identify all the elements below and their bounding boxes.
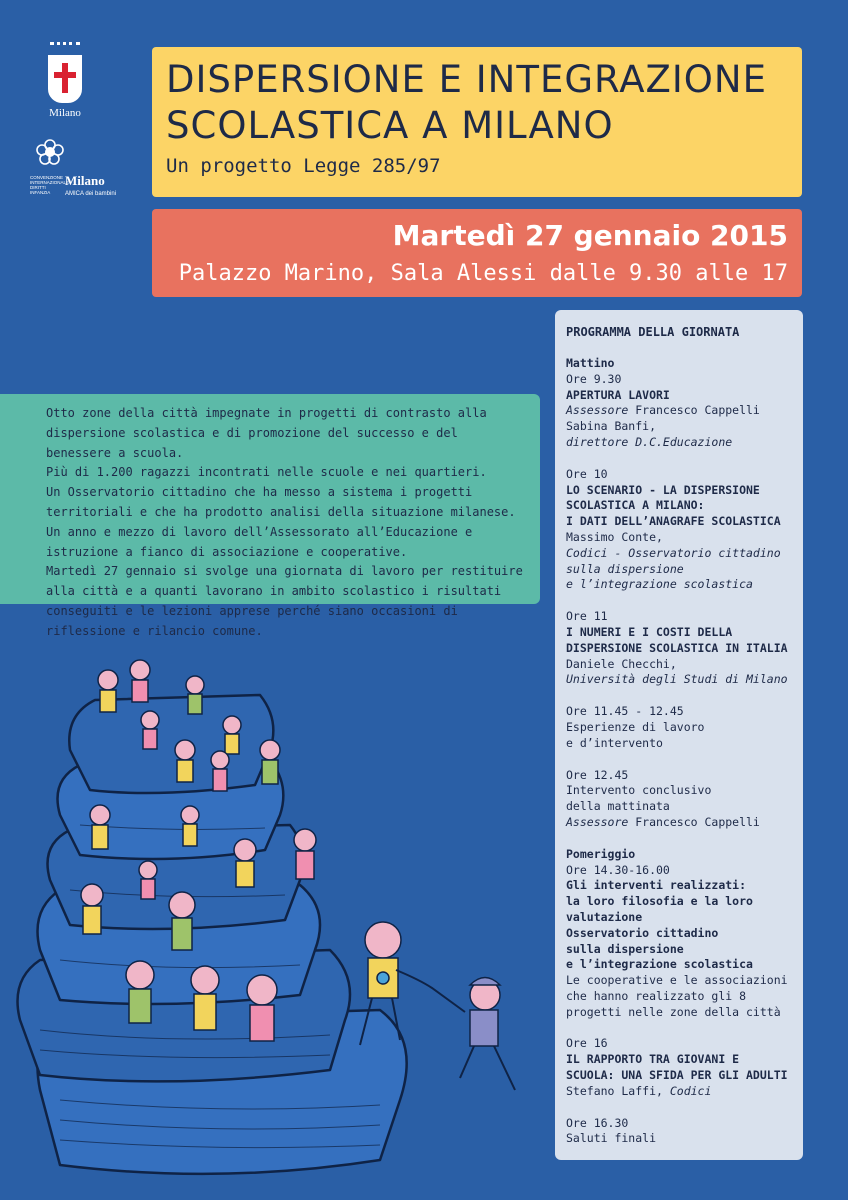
session-title: valutazione: [566, 909, 643, 924]
session-title: la loro filosofia e la loro: [566, 894, 753, 909]
session-speaker-role: Università degli Studi di Milano: [566, 672, 788, 687]
event-venue: Palazzo Marino, Sala Alessi dalle 9.30 alle 17: [178, 261, 788, 286]
book-stack: [18, 695, 407, 1174]
session-speaker: Massimo Conte,: [566, 529, 663, 544]
page-title: [166, 57, 767, 149]
amica-logo-subtitle: AMICA dei bambini: [65, 191, 117, 197]
session-description: della mattinata: [566, 799, 670, 814]
date-panel: [152, 209, 802, 297]
session-time: Ore 9.30: [566, 371, 622, 386]
intro-paragraph: Martedì 27 gennaio si svolge una giornata di lavoro per restituire alla città e a quanti lavorano in ambito scolastico i risultati conseguiti e le lezioni apprese perché siano occasioni di riflessione e rilancio comune.: [46, 564, 523, 638]
session-description: Esperienze di lavoro: [566, 719, 705, 734]
session-speaker: Sabina Banfi,: [566, 419, 657, 434]
session-description: Le cooperative e le associazioni: [566, 973, 788, 988]
comune-milano-logo: [40, 42, 90, 119]
event-date: Martedì 27 gennaio 2015: [392, 219, 788, 252]
session-description: progetti nelle zone della città: [566, 1004, 781, 1019]
title-line-1: DISPERSIONE E INTEGRAZIONE: [166, 58, 767, 101]
milano-logo-label: Milano: [49, 107, 81, 119]
amica-logo-title: Milano: [65, 173, 105, 188]
section-heading-afternoon: Pomeriggio: [566, 846, 636, 861]
session-time: Ore 11: [566, 609, 608, 624]
program-title: PROGRAMMA DELLA GIORNATA: [566, 325, 740, 339]
red-cross-shield-icon: [48, 55, 82, 103]
amica-small-print: CONVENZIONE INTERNAZIONALE DIRITTI INFANZIA: [30, 175, 70, 195]
milano-amica-dei-bambini-logo: [30, 135, 117, 197]
session-title: IL RAPPORTO TRA GIOVANI E: [566, 1052, 740, 1067]
session-speaker: Daniele Checchi,: [566, 656, 677, 671]
session-title: Gli interventi realizzati:: [566, 878, 747, 893]
page-subtitle: Un progetto Legge 285/97: [166, 155, 441, 177]
session-title: SCUOLA: UNA SFIDA PER GLI ADULTI: [566, 1068, 788, 1083]
session-description: e d’intervento: [566, 735, 663, 750]
session-speaker-role: sulla dispersione: [566, 561, 684, 576]
intro-paragraph: Otto zone della città impegnate in progetti di contrasto alla dispersione scolastica e di promozione del successo e del benessere a scuola.: [46, 406, 487, 460]
session-speaker: Stefano Laffi, Codici: [566, 1083, 712, 1098]
session-title: I DATI DELL’ANAGRAFE SCOLASTICA: [566, 514, 781, 529]
session-title: e l’integrazione scolastica: [566, 957, 753, 972]
session-speaker: Assessore Francesco Cappelli: [566, 814, 760, 829]
session-title: I NUMERI E I COSTI DELLA: [566, 624, 733, 639]
session-description: Saluti finali: [566, 1131, 657, 1146]
session-speaker: Assessore Francesco Cappelli: [566, 403, 760, 418]
flower-icon: [32, 135, 68, 171]
session-description: Intervento conclusivo: [566, 783, 712, 798]
session-title: Osservatorio cittadino: [566, 925, 719, 940]
title-panel: [152, 47, 802, 197]
session-description: che hanno realizzato gli 8: [566, 988, 747, 1003]
session-time: Ore 11.45 - 12.45: [566, 704, 684, 719]
session-speaker-role: direttore D.C.Educazione: [566, 434, 733, 449]
intro-paragraph: Un Osservatorio cittadino che ha messo a sistema i progetti territoriali e che ha prodotto analisi della situazione milanese.: [46, 485, 516, 519]
session-time: Ore 14.30-16.00: [566, 862, 670, 877]
session-time: Ore 16.30: [566, 1115, 629, 1130]
program-panel: [555, 310, 803, 1160]
session-time: Ore 16: [566, 1036, 608, 1051]
title-line-2: SCOLASTICA A MILANO: [166, 104, 614, 147]
session-title: DISPERSIONE SCOLASTICA IN ITALIA: [566, 640, 788, 655]
session-time: Ore 12.45: [566, 767, 629, 782]
session-title: APERTURA LAVORI: [566, 387, 670, 402]
intro-paragraph: Un anno e mezzo di lavoro dell’Assessorato all’Educazione e istruzione a fianco di associazione e cooperative.: [46, 524, 473, 559]
section-heading-morning: Mattino: [566, 356, 615, 370]
crown-icon: [50, 42, 80, 53]
session-title: LO SCENARIO - LA DISPERSIONE: [566, 482, 760, 497]
intro-paragraph: Più di 1.200 ragazzi incontrati nelle scuole e nei quartieri.: [46, 465, 487, 480]
session-speaker-role: e l’integrazione scolastica: [566, 577, 753, 592]
session-speaker-role: Codici - Osservatorio cittadino: [566, 545, 781, 560]
session-title: sulla dispersione: [566, 941, 684, 956]
children-on-books-illustration: [0, 600, 550, 1200]
session-time: Ore 10: [566, 466, 608, 481]
session-title: SCOLASTICA A MILANO:: [566, 498, 705, 513]
intro-panel: [0, 394, 540, 638]
